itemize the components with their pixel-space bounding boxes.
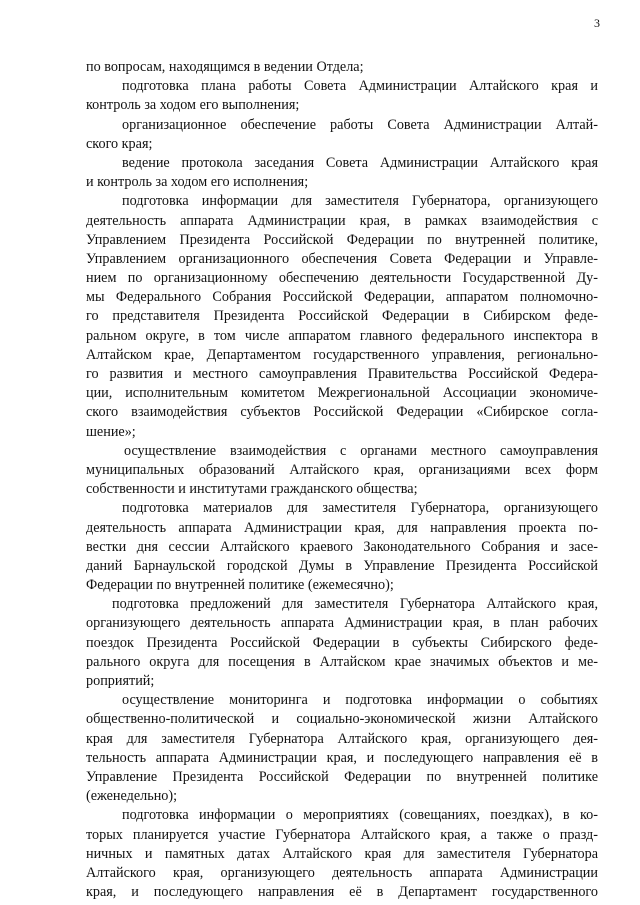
text-line: деятельность аппарата Администрации края, для направления проекта по- <box>86 519 598 536</box>
text-line: подготовка информации о мероприятиях (совещаниях, поездках), в ко- <box>122 807 598 824</box>
text-line: даний Барнаульской городской Думы в Управление Президента Российской <box>86 557 598 574</box>
text-line: ского края; <box>86 135 153 152</box>
text-line: подготовка предложений для заместителя Губернатора Алтайского края, <box>112 596 598 613</box>
text-line: ведение протокола заседания Совета Администрации Алтайского края <box>122 154 598 171</box>
text-line: нием по организационному обеспечению деятельности Государственной Ду- <box>86 270 598 287</box>
text-line: шение»; <box>86 423 136 440</box>
text-line: осуществление мониторинга и подготовка информации о событиях <box>122 692 598 709</box>
text-line: (еженедельно); <box>86 788 178 805</box>
text-line: подготовка плана работы Совета Администрации Алтайского края и <box>122 78 598 95</box>
text-line: муниципальных образований Алтайского края, организациями всех форм <box>86 461 598 478</box>
text-line: общественно-политической и социально-экономической жизни Алтайского <box>86 711 598 728</box>
text-line: Управлением Президента Российской Федерации по внутренней политике, <box>86 231 598 248</box>
text-line: мы Федерального Собрания Российской Федерации, аппаратом полномочно- <box>86 289 598 306</box>
text-line: Алтайском крае, Департаментом государственного управления, регионально- <box>86 346 598 363</box>
text-line: вестки дня сессии Алтайского краевого Законодательного Собрания и засе- <box>86 538 598 555</box>
text-line: ничных и памятных датах Алтайского края для заместителя Губернатора <box>86 845 598 862</box>
text-line: подготовка материалов для заместителя Губернатора, организующего <box>122 500 598 517</box>
text-line: торых планируется участие Губернатора Алтайского края, а также о празд- <box>86 826 598 843</box>
text-line: по вопросам, находящимся в ведении Отдела; <box>86 59 364 75</box>
text-line: Федерации по внутренней политике (ежемесячно); <box>86 577 394 594</box>
text-line: Управлением организационного обеспечения Совета Федерации и Управле- <box>86 250 598 267</box>
text-line: го развития и местного самоуправления Правительства Российской Федера- <box>86 366 598 382</box>
document-body <box>86 58 598 902</box>
page-number: 3 <box>594 16 600 30</box>
text-line: роприятий; <box>86 673 155 689</box>
text-line: организующего деятельность аппарата Администрации края, в план рабочих <box>86 615 598 632</box>
text-line: Алтайского края, организующего деятельность аппарата Администрации <box>86 864 598 881</box>
text-line: подготовка информации для заместителя Губернатора, организующего <box>122 193 598 210</box>
text-line: края, и последующего направления её в Департамент государственного <box>86 884 598 901</box>
text-line: тельность аппарата Администрации края, и последующего направления её в <box>86 749 598 766</box>
text-line: ции, исполнительным комитетом Межрегиональной Ассоциации экономиче- <box>86 385 598 402</box>
text-line: организационное обеспечение работы Совета Администрации Алтай- <box>122 116 598 133</box>
text-line: рального округа для посещения в Алтайском крае значимых объектов и ме- <box>86 653 598 670</box>
text-line: и контроль за ходом его исполнения; <box>86 174 309 191</box>
text-line: края для заместителя Губернатора Алтайского края, организующего дея- <box>86 730 598 747</box>
text-line: собственности и институтами гражданского общества; <box>86 481 418 498</box>
text-line: осуществление взаимодействия с органами местного самоуправления <box>124 442 598 459</box>
text-line: ского взаимодействия субъектов Российской Федерации «Сибирское согла- <box>86 404 598 421</box>
text-line: поездок Президента Российской Федерации в субъекты Сибирского феде- <box>86 634 598 651</box>
text-line: ральном округе, в том числе аппаратом главного федерального инспектора в <box>86 327 598 344</box>
text-line: деятельность аппарата Администрации края, в рамках взаимодействия с <box>86 212 598 229</box>
text-line: контроль за ходом его выполнения; <box>86 97 300 114</box>
text-line: го представителя Президента Российской Федерации в Сибирском феде- <box>86 308 598 325</box>
text-line: Управление Президента Российской Федерации по внутренней политике <box>86 768 598 785</box>
